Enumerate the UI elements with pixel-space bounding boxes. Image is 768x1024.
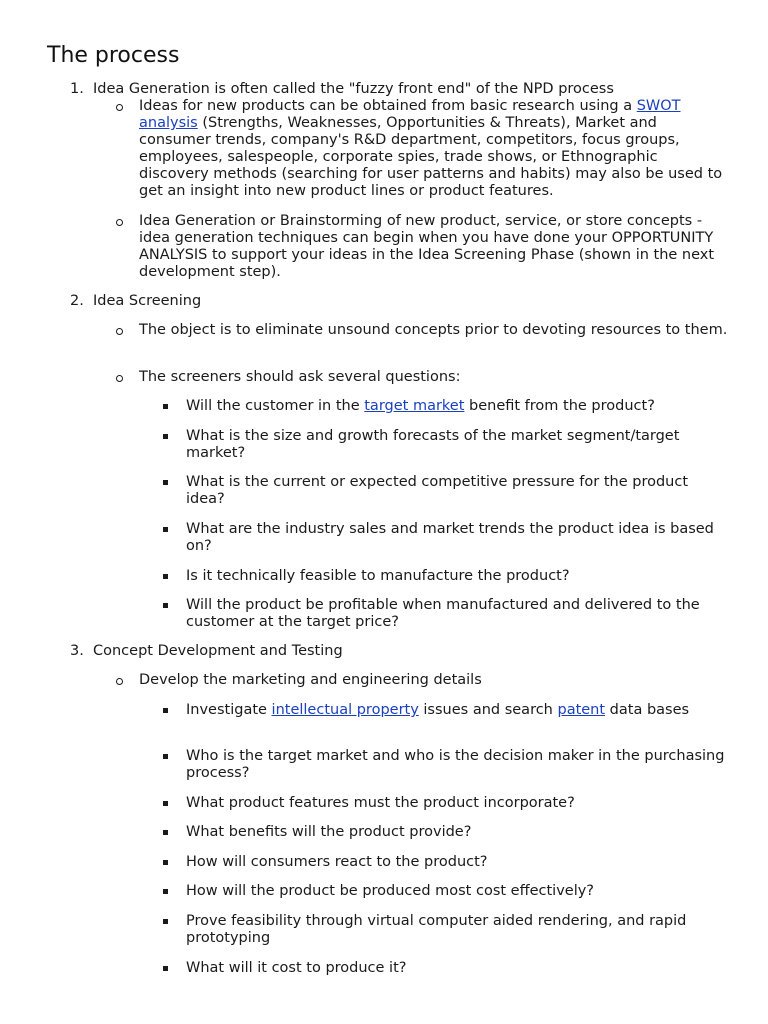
circle-bullet xyxy=(116,678,123,685)
square-bullet xyxy=(163,434,168,439)
screening-question-5: Is it technically feasible to manufacture the product? xyxy=(186,568,570,584)
target-market-link[interactable]: target market xyxy=(364,398,465,414)
screening-question-3: What is the current or expected competitive pressure for the product idea? xyxy=(186,474,689,507)
detail-text: issues and search xyxy=(418,702,558,718)
square-bullet xyxy=(163,830,168,835)
screening-question-4: What are the industry sales and market trends the product idea is based on? xyxy=(186,521,714,554)
question-text: Will the customer in the xyxy=(186,398,365,414)
section-2-item-1: The object is to eliminate unsound concepts prior to devoting resources to them. xyxy=(139,322,728,338)
patent-link[interactable]: patent xyxy=(557,702,606,718)
question-text: benefit from the product? xyxy=(464,398,655,414)
section-3-heading: Concept Development and Testing xyxy=(93,643,343,659)
section-2-heading: Idea Screening xyxy=(93,293,202,309)
square-bullet xyxy=(163,966,168,971)
circle-bullet xyxy=(116,104,123,111)
square-bullet xyxy=(163,889,168,894)
section-1-item-1 xyxy=(139,98,729,200)
page-title: The process xyxy=(47,43,180,68)
item-text: Ideas for new products can be obtained from basic research using a xyxy=(139,98,637,114)
square-bullet xyxy=(163,404,168,409)
detail-text: Investigate xyxy=(186,702,272,718)
square-bullet xyxy=(163,603,168,608)
section-2-item-2: The screeners should ask several questions: xyxy=(139,369,461,385)
section-1-heading: Idea Generation is often called the "fuzzy front end" of the NPD process xyxy=(93,81,614,97)
square-bullet xyxy=(163,754,168,759)
development-detail-4: What benefits will the product provide? xyxy=(186,824,472,840)
development-detail-5: How will consumers react to the product? xyxy=(186,854,488,870)
square-bullet xyxy=(163,919,168,924)
intellectual-property-link[interactable]: intellectual property xyxy=(271,702,419,718)
swot-analysis-link[interactable]: SWOT analysis xyxy=(139,98,681,131)
development-detail-7: Prove feasibility through virtual computer aided rendering, and rapid prototyping xyxy=(186,913,687,946)
square-bullet xyxy=(163,801,168,806)
circle-bullet xyxy=(116,328,123,335)
square-bullet xyxy=(163,574,168,579)
square-bullet xyxy=(163,860,168,865)
detail-text: data bases xyxy=(605,702,690,718)
development-detail-6: How will the product be produced most cost effectively? xyxy=(186,883,594,899)
section-3-number: 3. xyxy=(70,643,84,659)
square-bullet xyxy=(163,527,168,532)
section-3-item-1: Develop the marketing and engineering details xyxy=(139,672,482,688)
circle-bullet xyxy=(116,219,123,226)
development-detail-2: Who is the target market and who is the decision maker in the purchasing process? xyxy=(186,748,725,781)
development-detail-1 xyxy=(186,702,731,719)
screening-question-1 xyxy=(186,398,731,415)
development-detail-8: What will it cost to produce it? xyxy=(186,960,407,976)
screening-question-2: What is the size and growth forecasts of the market segment/target market? xyxy=(186,428,680,461)
section-1-item-2: Idea Generation or Brainstorming of new product, service, or store concepts - idea generation techniques can begin when you have done your OPPORTUNITY ANALYSIS to support your ideas in the Idea Screening Phase (shown in the next development step). xyxy=(139,213,715,280)
section-2-number: 2. xyxy=(70,293,84,309)
section-1-number: 1. xyxy=(70,81,84,97)
square-bullet xyxy=(163,708,168,713)
item-text: (Strengths, Weaknesses, Opportunities & Threats), Market and consumer trends, company's R&D department, competitors, focus groups, employees, salespeople, corporate spies, trade shows, or Ethnographic discovery methods (searching for user patterns and habits) may also be used to get an insight into new product lines or product features. xyxy=(139,115,723,199)
development-detail-3: What product features must the product incorporate? xyxy=(186,795,575,811)
circle-bullet xyxy=(116,375,123,382)
square-bullet xyxy=(163,480,168,485)
screening-question-6: Will the product be profitable when manufactured and delivered to the customer at the target price? xyxy=(186,597,700,630)
